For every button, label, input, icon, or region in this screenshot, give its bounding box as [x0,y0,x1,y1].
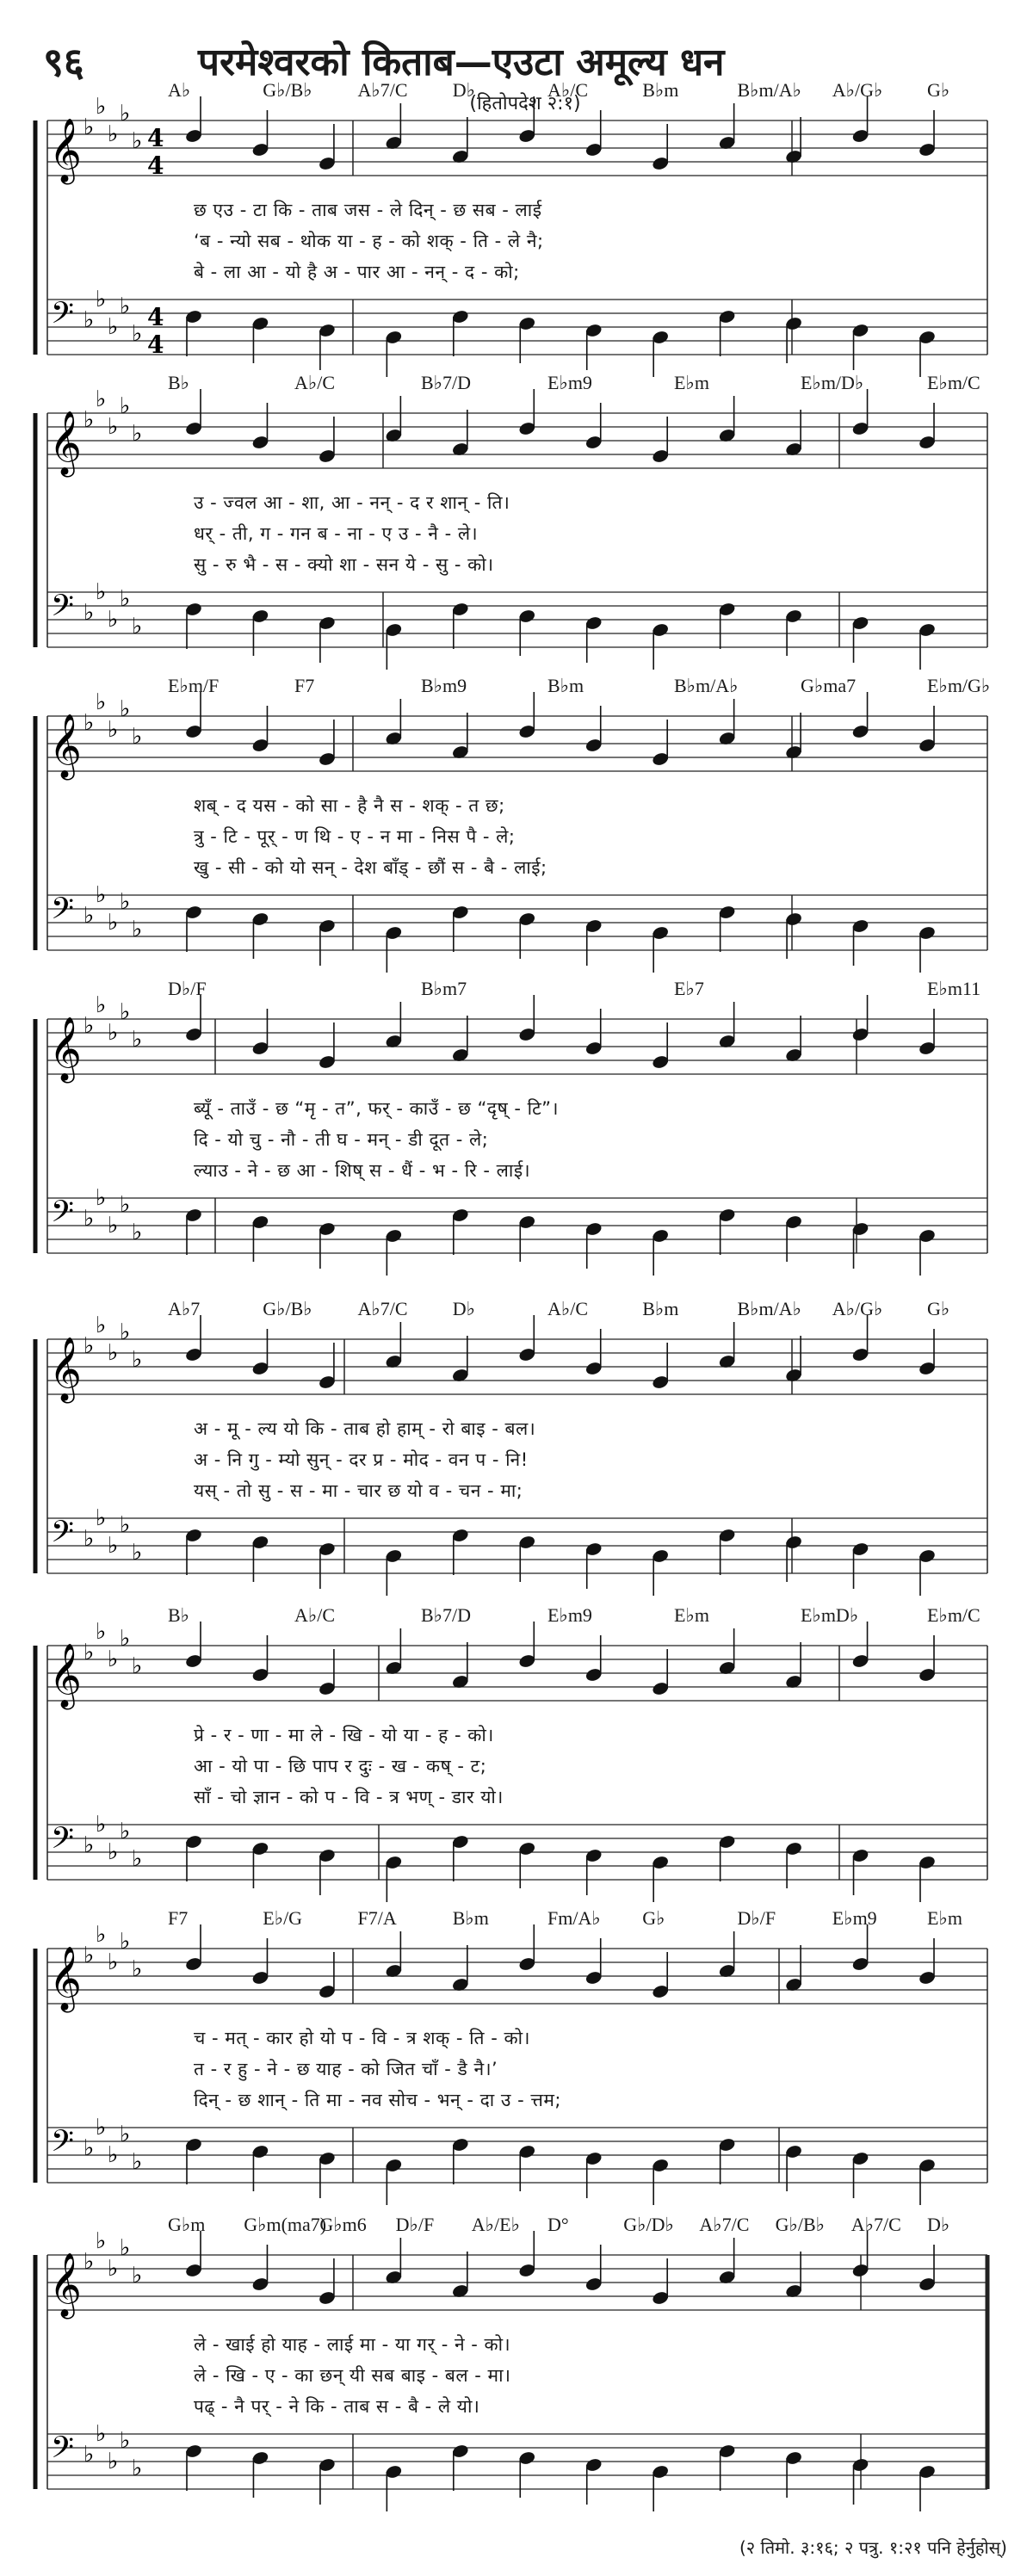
footer-reference: (२ तिमो. ३:१६; २ पत्रु. १:२१ पनि हेर्नुहोस्) [739,2537,1007,2558]
flat-icon: ♭ [96,287,107,312]
lyric-line: पढ् - नै पर् - ने कि - ताब स - बै - ले यो। [194,2396,480,2417]
flat-icon: ♭ [120,101,131,127]
flat-icon: ♭ [108,1213,119,1239]
chord-symbol: A♭/C [547,79,589,101]
lyric-line: प्रे - र - णा - मा ले - खि - यो या - ह - को। [194,1725,494,1745]
flat-icon: ♭ [84,307,95,333]
chord-symbol: B♭m [642,1298,679,1319]
chord-symbol: A♭7/C [357,79,408,101]
bass-clef-icon: 𝄢 [51,1194,75,1236]
chord-symbol: D♭ [452,79,476,101]
chord-symbol: B♭m7 [421,978,467,999]
flat-icon: ♭ [120,393,131,419]
flat-icon: ♭ [108,314,119,340]
flat-icon: ♭ [108,1020,119,1046]
lyric-line: दिन् - छ शान् - ति मा - नव सोच - भन् - दा उ - त्तम; [194,2090,561,2110]
flat-icon: ♭ [96,579,107,605]
flat-icon: ♭ [108,910,119,936]
chord-symbol: B♭m9 [421,675,467,696]
lyric-line: अ - मू - ल्य यो कि - ताब हो हाम् - रो बाइ - बल। [194,1418,536,1439]
flat-icon: ♭ [120,1819,131,1844]
flat-icon: ♭ [108,414,119,440]
chord-symbol: E♭/G [263,1907,303,1929]
flat-icon: ♭ [120,696,131,722]
flat-icon: ♭ [120,1626,131,1652]
flat-icon: ♭ [84,1526,95,1552]
flat-icon: ♭ [96,1313,107,1338]
scripture-reference: (हितोपदेश २:१) [469,93,581,114]
flat-icon: ♭ [132,1540,143,1566]
lyric-line: त्रु - टि - पूर् - ण थि - ए - न मा - निस पै - ले; [194,826,516,847]
flat-icon: ♭ [132,128,143,154]
chord-symbol: E♭m9 [832,1907,877,1929]
flat-icon: ♭ [96,2421,107,2447]
flat-icon: ♭ [96,94,107,120]
lyric-line: ल्याउ - ने - छ आ - शिष् स - धैं - भ - रि - लाई। [194,1160,531,1181]
chord-symbol: A♭/C [294,1604,336,1626]
flat-icon: ♭ [84,1943,95,1968]
flat-icon: ♭ [108,1340,119,1366]
chord-symbol: B♭m [642,79,679,101]
flat-icon: ♭ [132,2263,143,2289]
lyric-line: सु - रु भै - स - क्यो शा - सन ये - सु - को। [194,554,494,575]
chord-symbol: A♭7/C [699,2214,750,2235]
flat-icon: ♭ [108,2256,119,2282]
chord-symbol: E♭m/G♭ [927,675,991,696]
flat-icon: ♭ [132,917,143,942]
chord-symbol: E♭m/D♭ [801,372,864,393]
flat-icon: ♭ [108,1646,119,1672]
chord-symbol: A♭/C [294,372,336,393]
flat-icon: ♭ [120,293,131,319]
chord-symbol: A♭ [168,79,191,101]
flat-icon: ♭ [120,2235,131,2261]
chord-symbol: E♭m11 [927,978,981,999]
chord-symbol: D♭ [452,1298,476,1319]
lyric-line: अ - नि गु - म्यो सुन् - दर प्र - मोद - वन प - नि! [194,1449,529,1470]
flat-icon: ♭ [120,889,131,915]
chord-symbol: E♭m9 [547,372,592,393]
bass-clef-icon: 𝄢 [51,588,75,630]
flat-icon: ♭ [108,1533,119,1559]
chord-symbol: B♭ [168,372,190,393]
flat-icon: ♭ [84,1333,95,1359]
flat-icon: ♭ [108,2142,119,2168]
flat-icon: ♭ [120,999,131,1025]
flat-icon: ♭ [132,421,143,447]
lyric-line: बे - ला आ - यो है अ - पार आ - नन् - द - को; [194,262,520,282]
treble-clef-icon: 𝄞 [49,1947,82,2011]
chord-symbol: G♭ [927,79,950,101]
lyric-line: ले - खाई हो याह - लाई मा - या गर् - ने - को। [194,2334,511,2355]
bass-clef-icon: 𝄢 [51,295,75,337]
song-number: ९६ [43,39,84,85]
flat-icon: ♭ [84,2249,95,2275]
chord-symbol: A♭7/C [851,2214,901,2235]
flat-icon: ♭ [132,321,143,347]
chord-symbol: D♭/F [168,978,207,999]
treble-clef-icon: 𝄞 [49,714,82,778]
chord-symbol: B♭7/D [421,1604,472,1626]
flat-icon: ♭ [84,407,95,433]
chord-symbol: D° [547,2214,569,2235]
treble-clef-icon: 𝄞 [49,1017,82,1081]
flat-icon: ♭ [108,717,119,743]
flat-icon: ♭ [120,1319,131,1345]
chord-symbol: G♭m [168,2214,206,2235]
chord-symbol: G♭/B♭ [263,79,312,101]
flat-icon: ♭ [132,1956,143,1982]
flat-icon: ♭ [84,903,95,929]
lyric-line: यस् - तो सु - स - मा - चार छ यो व - चन - मा; [194,1480,523,1501]
chord-symbol: G♭/B♭ [775,2214,826,2235]
lyric-line: दि - यो चु - नौ - ती घ - मन् - डी दूत - ले; [194,1129,489,1150]
flat-icon: ♭ [132,1846,143,1872]
treble-clef-icon: 𝄞 [49,1644,82,1708]
flat-icon: ♭ [96,2228,107,2254]
time-signature-icon: 4 [147,330,164,359]
flat-icon: ♭ [84,2442,95,2468]
chord-symbol: B♭m [452,1907,489,1929]
bass-clef-icon: 𝄢 [51,1820,75,1863]
flat-icon: ♭ [84,1832,95,1858]
lyric-line: छ एउ - टा कि - ताब जस - ले दिन् - छ सब - लाई [194,200,542,220]
lyric-line: धर् - ती, ग - गन ब - ना - ए उ - नै - ले। [194,523,479,544]
flat-icon: ♭ [120,2122,131,2147]
flat-icon: ♭ [132,1653,143,1679]
chord-symbol: F7 [294,675,315,696]
flat-icon: ♭ [96,1922,107,1948]
lyric-line: शब् - द यस - को सा - है नै स - शक् - त छ; [194,795,505,816]
flat-icon: ♭ [96,882,107,908]
treble-clef-icon: 𝄞 [49,1337,82,1401]
flat-icon: ♭ [120,1192,131,1218]
chord-symbol: B♭7/D [421,372,472,393]
time-signature-icon: 4 [147,151,164,180]
lyric-line: खु - सी - को यो सन् - देश बाँड् - छौं स - बै - लाई; [194,857,547,878]
flat-icon: ♭ [84,2135,95,2161]
chord-symbol: E♭m9 [547,1604,592,1626]
chord-symbol: E♭m/C [927,1604,980,1626]
chord-symbol: G♭ [642,1907,665,1929]
chord-symbol: D♭/F [395,2214,435,2235]
chord-symbol: B♭m/A♭ [737,1298,802,1319]
chord-symbol: Fm/A♭ [547,1907,601,1929]
bass-clef-icon: 𝄢 [51,2123,75,2165]
flat-icon: ♭ [132,2456,143,2481]
lyric-line: च - मत् - कार हो यो प - वि - त्र शक् - ति - को। [194,2028,530,2048]
chord-symbol: E♭m [674,1604,709,1626]
bass-clef-icon: 𝄢 [51,2430,75,2472]
flat-icon: ♭ [96,1812,107,1838]
chord-symbol: A♭/G♭ [832,1298,883,1319]
chord-symbol: E♭m [674,372,709,393]
chord-symbol: G♭ma7 [801,675,857,696]
chord-symbol: G♭m(ma7) [244,2214,327,2235]
flat-icon: ♭ [96,689,107,715]
time-signature-icon: 4 [147,124,164,152]
flat-icon: ♭ [84,1640,95,1665]
bass-clef-icon: 𝄢 [51,891,75,933]
lyric-line: ले - खि - ए - का छन् यी सब बाइ - बल - मा। [194,2365,511,2386]
chord-symbol: G♭ [927,1298,950,1319]
flat-icon: ♭ [108,121,119,147]
flat-icon: ♭ [96,1185,107,1211]
lyric-line: ब्यूँ - ताउँ - छ “मृ - त”, फर् - काउँ - छ “दृष् - टि”। [194,1098,560,1119]
chord-symbol: A♭7/C [357,1298,408,1319]
flat-icon: ♭ [84,114,95,140]
chord-symbol: B♭ [168,1604,190,1626]
chord-symbol: E♭m/F [168,675,220,696]
flat-icon: ♭ [120,586,131,612]
chord-symbol: B♭m/A♭ [737,79,802,101]
chord-symbol: B♭m/A♭ [674,675,739,696]
flat-icon: ♭ [132,724,143,750]
chord-symbol: F7/A [357,1907,397,1929]
chord-symbol: D♭ [927,2214,950,2235]
chord-symbol: A♭/E♭ [471,2214,520,2235]
flat-icon: ♭ [84,600,95,626]
lyric-line: ‘ब - न्यो सब - थोक या - ह - को शक् - ति - ले नै; [194,231,544,251]
flat-icon: ♭ [96,2115,107,2140]
treble-clef-icon: 𝄞 [49,2253,82,2317]
flat-icon: ♭ [84,710,95,736]
treble-clef-icon: 𝄞 [49,411,82,475]
lyric-line: आ - यो पा - छि पाप र दुः - ख - कष् - ट; [194,1756,487,1776]
chord-symbol: F7 [168,1907,189,1929]
flat-icon: ♭ [108,1839,119,1865]
chord-symbol: E♭m/C [927,372,980,393]
flat-icon: ♭ [96,992,107,1018]
chord-symbol: E♭7 [674,978,704,999]
flat-icon: ♭ [132,1347,143,1373]
flat-icon: ♭ [132,2149,143,2175]
chord-symbol: A♭/C [547,1298,589,1319]
flat-icon: ♭ [120,1512,131,1538]
chord-symbol: B♭m [547,675,585,696]
time-signature-icon: 4 [147,303,164,331]
flat-icon: ♭ [132,614,143,639]
flat-icon: ♭ [96,1505,107,1531]
lyric-line: उ - ज्वल आ - शा, आ - नन् - द र शान् - ति। [194,492,510,513]
flat-icon: ♭ [120,2428,131,2454]
chord-symbol: A♭7 [168,1298,201,1319]
flat-icon: ♭ [132,1027,143,1053]
flat-icon: ♭ [96,386,107,412]
chord-symbol: G♭/D♭ [623,2214,674,2235]
bass-clef-icon: 𝄢 [51,1514,75,1556]
flat-icon: ♭ [84,1206,95,1232]
flat-icon: ♭ [108,607,119,633]
flat-icon: ♭ [108,2449,119,2474]
flat-icon: ♭ [132,1220,143,1245]
flat-icon: ♭ [96,1619,107,1645]
chord-symbol: A♭/G♭ [832,79,883,101]
song-title: परमेश्वरको किताब—एउटा अमूल्य धन [198,40,725,84]
flat-icon: ♭ [108,1949,119,1975]
chord-symbol: E♭mD♭ [801,1604,859,1626]
chord-symbol: D♭/F [737,1907,776,1929]
lyric-line: त - र हु - ने - छ याह - को जित चाँ - डै नै।’ [194,2059,498,2079]
chord-symbol: E♭m [927,1907,962,1929]
chord-symbol: G♭/B♭ [263,1298,312,1319]
lyric-line: साँ - चो ज्ञान - को प - वि - त्र भण् - डार यो। [194,1787,504,1807]
flat-icon: ♭ [84,1013,95,1039]
flat-icon: ♭ [120,1929,131,1955]
chord-symbol: G♭m6 [319,2214,367,2235]
treble-clef-icon: 𝄞 [49,119,82,182]
